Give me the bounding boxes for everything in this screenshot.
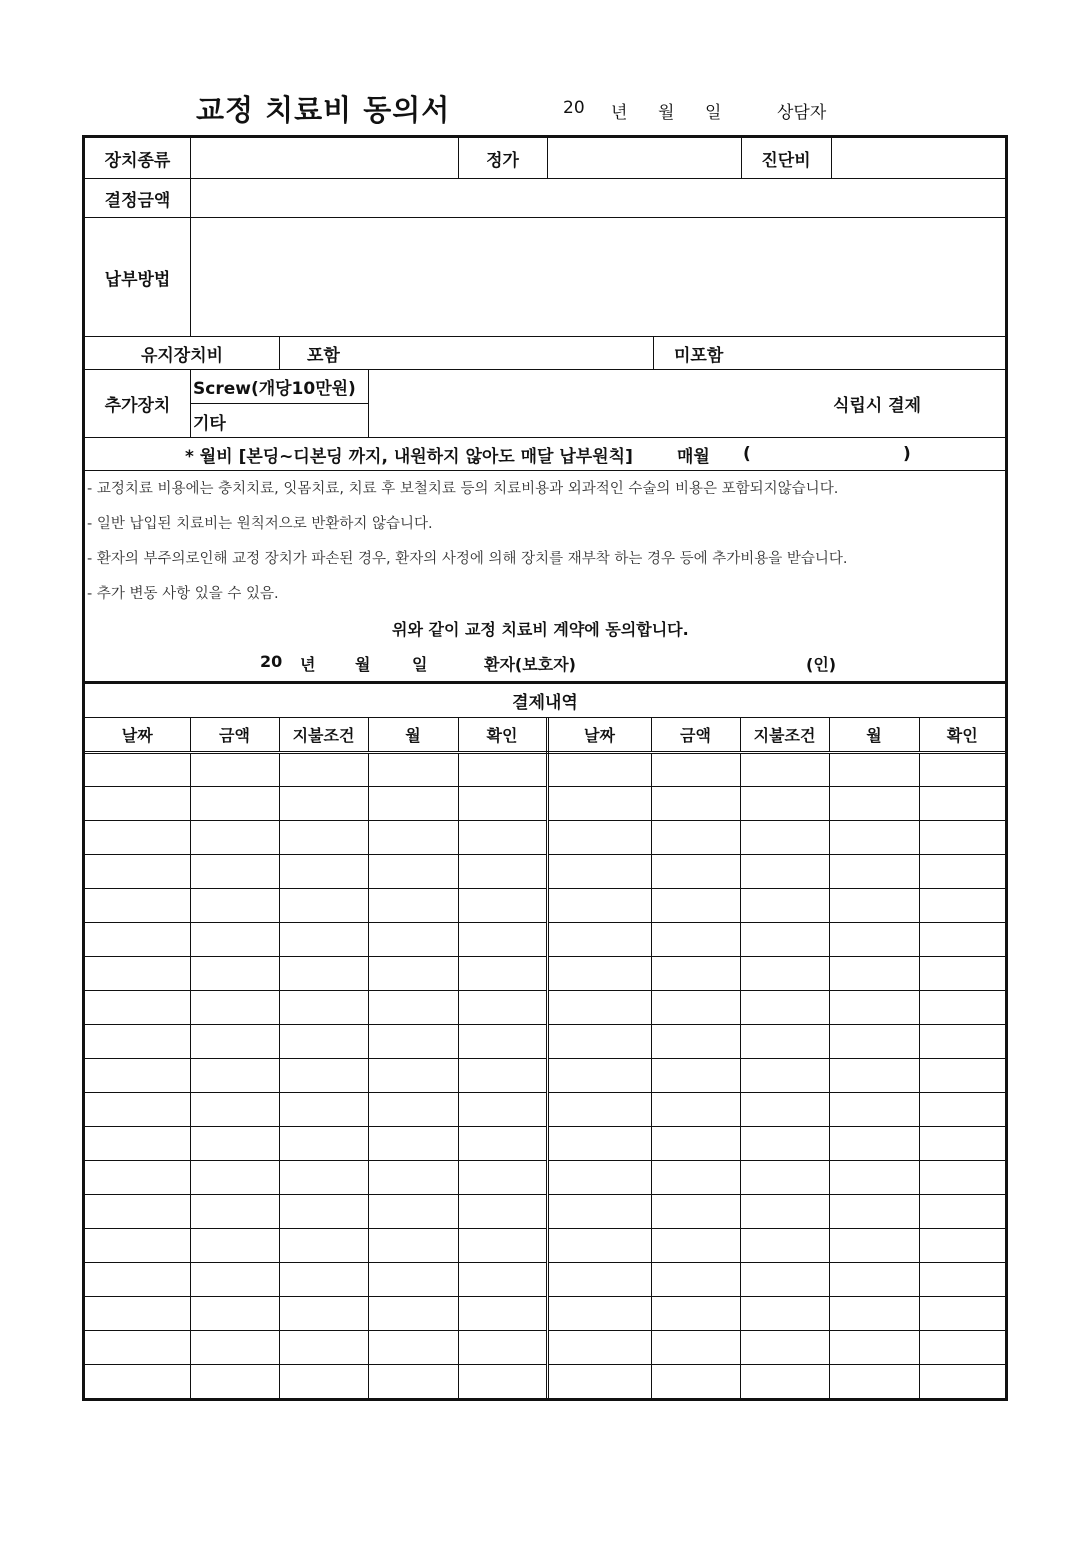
cell-date[interactable] (85, 1262, 190, 1296)
final-amount-label: 결정금액 (104, 190, 171, 211)
column-header-confirm: 확인 (919, 718, 1005, 752)
cell-confirm[interactable] (458, 1024, 547, 1058)
cell-month[interactable] (368, 888, 458, 922)
table-row (85, 1160, 1005, 1194)
cell-date[interactable] (85, 1160, 190, 1194)
table-row (85, 1024, 1005, 1058)
cell-date[interactable] (547, 922, 651, 956)
payment-history-header (85, 718, 1005, 752)
column-header-month: 월 (829, 718, 919, 752)
not-included-option[interactable]: 미포함 (674, 345, 724, 366)
cell-payment-terms[interactable] (279, 1296, 368, 1330)
counselor-label: 상담자 (777, 103, 827, 123)
cell-month[interactable] (368, 1262, 458, 1296)
cell-confirm[interactable] (458, 1228, 547, 1262)
column-header-confirm: 확인 (458, 718, 547, 752)
cell-payment-terms[interactable] (279, 752, 368, 786)
table-row (85, 956, 1005, 990)
cell-payment-terms[interactable] (740, 1262, 829, 1296)
cell-confirm[interactable] (458, 1364, 547, 1398)
cell-confirm[interactable] (458, 854, 547, 888)
column-header-date: 날짜 (547, 718, 651, 752)
date-day-unit: 일 (705, 103, 722, 123)
cell-payment-terms[interactable] (740, 752, 829, 786)
cell-amount[interactable] (651, 1296, 740, 1330)
cell-date[interactable] (85, 1364, 190, 1398)
table-row (85, 1126, 1005, 1160)
cell-date[interactable] (547, 820, 651, 854)
cell-payment-terms[interactable] (740, 820, 829, 854)
cell-month[interactable] (829, 1194, 919, 1228)
agreement-statement: 위와 같이 교정 치료비 계약에 동의합니다. (392, 620, 689, 639)
cell-month[interactable] (368, 956, 458, 990)
cell-payment-terms[interactable] (279, 1058, 368, 1092)
cell-confirm[interactable] (458, 1092, 547, 1126)
table-row (85, 786, 1005, 820)
payment-history-table (85, 718, 1005, 1398)
cell-month[interactable] (368, 820, 458, 854)
notes-section (85, 471, 1005, 684)
cell-month[interactable] (368, 1058, 458, 1092)
cell-month[interactable] (368, 1330, 458, 1364)
cell-payment-terms[interactable] (740, 1194, 829, 1228)
cell-amount[interactable] (651, 752, 740, 786)
document-title: 교정 치료비 동의서 (196, 93, 451, 127)
cell-payment-terms[interactable] (279, 922, 368, 956)
cell-amount[interactable] (651, 854, 740, 888)
cell-date[interactable] (85, 820, 190, 854)
table-row (85, 854, 1005, 888)
cell-confirm[interactable] (919, 1058, 1005, 1092)
cell-amount[interactable] (651, 956, 740, 990)
final-amount-row (85, 179, 1005, 218)
cell-confirm[interactable] (919, 922, 1005, 956)
cell-confirm[interactable] (919, 820, 1005, 854)
cell-date[interactable] (85, 990, 190, 1024)
payment-on-placement-label: 식립시 결제 (833, 396, 922, 416)
cell-month[interactable] (368, 1194, 458, 1228)
cell-amount[interactable] (190, 1296, 279, 1330)
column-header-date: 날짜 (85, 718, 190, 752)
cell-amount[interactable] (190, 1262, 279, 1296)
cell-payment-terms[interactable] (279, 956, 368, 990)
agreement-month-unit: 월 (355, 655, 371, 674)
cell-date[interactable] (547, 1228, 651, 1262)
included-option[interactable]: 포함 (307, 345, 340, 366)
cell-payment-terms[interactable] (740, 1024, 829, 1058)
cell-payment-terms[interactable] (740, 1160, 829, 1194)
cell-date[interactable] (547, 1296, 651, 1330)
cell-confirm[interactable] (919, 1262, 1005, 1296)
cell-date[interactable] (547, 990, 651, 1024)
device-type-field[interactable] (190, 138, 458, 178)
retainer-fee-row (85, 337, 1005, 370)
column-header-amount: 금액 (651, 718, 740, 752)
note-item: - 교정치료 비용에는 충치치료, 잇몸치료, 치료 후 보철치료 등의 치료비용과 외과적인 수술의 비용은 포함되지않습니다. (87, 481, 839, 497)
cell-date[interactable] (85, 854, 190, 888)
note-item: - 환자의 부주의로인해 교정 장치가 파손된 경우, 환자의 사정에 의해 장치를 재부착 하는 경우 등에 추가비용을 받습니다. (87, 551, 848, 567)
table-row (85, 990, 1005, 1024)
cell-amount[interactable] (651, 1126, 740, 1160)
other-label: 기타 (193, 413, 226, 434)
monthly-fee-text: * 월비 [본딩~디본딩 까지, 내원하지 않아도 매달 납부원칙] (185, 446, 633, 467)
cell-payment-terms[interactable] (740, 990, 829, 1024)
cell-payment-terms[interactable] (279, 1024, 368, 1058)
table-row (85, 1330, 1005, 1364)
cell-payment-terms[interactable] (279, 1364, 368, 1398)
cell-date[interactable] (85, 752, 190, 786)
cell-confirm[interactable] (458, 1194, 547, 1228)
cell-amount[interactable] (651, 888, 740, 922)
payment-history-title-row (85, 684, 1005, 718)
cell-date[interactable] (85, 1194, 190, 1228)
cell-payment-terms[interactable] (279, 1228, 368, 1262)
payment-method-label: 납부방법 (104, 269, 171, 290)
cell-month[interactable] (368, 1364, 458, 1398)
cell-month[interactable] (829, 1296, 919, 1330)
cell-amount[interactable] (651, 1228, 740, 1262)
cell-date[interactable] (547, 1126, 651, 1160)
table-row (85, 922, 1005, 956)
monthly-amount-field[interactable] (755, 438, 901, 470)
cell-payment-terms[interactable] (740, 854, 829, 888)
table-row (85, 1296, 1005, 1330)
cell-date[interactable] (85, 1024, 190, 1058)
cell-payment-terms[interactable] (279, 820, 368, 854)
cell-amount[interactable] (190, 1126, 279, 1160)
cell-date[interactable] (85, 888, 190, 922)
additional-device-label: 추가장치 (104, 396, 171, 416)
cell-confirm[interactable] (919, 752, 1005, 786)
cell-date[interactable] (85, 1126, 190, 1160)
agreement-year-unit: 년 (300, 655, 316, 674)
cell-date[interactable] (547, 1160, 651, 1194)
column-header-payment-terms: 지불조건 (740, 718, 829, 752)
cell-month[interactable] (829, 1364, 919, 1398)
cell-payment-terms[interactable] (279, 888, 368, 922)
cell-amount[interactable] (190, 1160, 279, 1194)
cell-payment-terms[interactable] (740, 1364, 829, 1398)
cell-amount[interactable] (190, 1330, 279, 1364)
table-row (85, 1262, 1005, 1296)
cell-month[interactable] (829, 922, 919, 956)
payment-history-title: 결제내역 (512, 693, 578, 713)
cell-confirm[interactable] (919, 1194, 1005, 1228)
cell-amount[interactable] (651, 1194, 740, 1228)
patient-label: 환자(보호자) (484, 655, 576, 674)
cell-month[interactable] (368, 1024, 458, 1058)
retainer-fee-label: 유지장치비 (140, 345, 224, 366)
cell-date[interactable] (547, 786, 651, 820)
cell-month[interactable] (829, 1228, 919, 1262)
cell-payment-terms[interactable] (740, 956, 829, 990)
cell-payment-terms[interactable] (279, 1160, 368, 1194)
cell-month[interactable] (829, 1262, 919, 1296)
cell-payment-terms[interactable] (279, 1092, 368, 1126)
cell-confirm[interactable] (458, 752, 547, 786)
date-month-unit: 월 (658, 103, 675, 123)
cell-amount[interactable] (651, 1024, 740, 1058)
table-row (85, 888, 1005, 922)
cell-payment-terms[interactable] (279, 1194, 368, 1228)
payment-method-row (85, 218, 1005, 337)
cell-payment-terms[interactable] (740, 1092, 829, 1126)
table-row (85, 1058, 1005, 1092)
cell-confirm[interactable] (919, 1024, 1005, 1058)
cell-month[interactable] (368, 990, 458, 1024)
cell-date[interactable] (547, 1024, 651, 1058)
cell-confirm[interactable] (458, 820, 547, 854)
cell-confirm[interactable] (919, 956, 1005, 990)
cell-payment-terms[interactable] (279, 1330, 368, 1364)
cell-month[interactable] (368, 854, 458, 888)
seal-label: (인) (806, 655, 837, 674)
table-row (85, 1228, 1005, 1262)
cell-confirm[interactable] (919, 1296, 1005, 1330)
cell-confirm[interactable] (458, 1296, 547, 1330)
cell-date[interactable] (85, 1330, 190, 1364)
cell-amount[interactable] (190, 820, 279, 854)
cell-month[interactable] (368, 1160, 458, 1194)
table-row (85, 1194, 1005, 1228)
cell-confirm[interactable] (919, 1126, 1005, 1160)
cell-date[interactable] (547, 888, 651, 922)
cell-month[interactable] (368, 1126, 458, 1160)
cell-confirm[interactable] (919, 786, 1005, 820)
screw-label: Screw(개당10만원) (193, 379, 356, 399)
column-header-payment-terms: 지불조건 (279, 718, 368, 752)
cell-amount[interactable] (190, 1024, 279, 1058)
cell-month[interactable] (368, 1092, 458, 1126)
cell-confirm[interactable] (458, 956, 547, 990)
cell-payment-terms[interactable] (740, 1330, 829, 1364)
cell-amount[interactable] (651, 990, 740, 1024)
cell-confirm[interactable] (919, 1228, 1005, 1262)
cell-confirm[interactable] (458, 1262, 547, 1296)
column-header-amount: 금액 (190, 718, 279, 752)
cell-month[interactable] (829, 990, 919, 1024)
cell-confirm[interactable] (458, 922, 547, 956)
cell-date[interactable] (547, 1058, 651, 1092)
cell-amount[interactable] (190, 1228, 279, 1262)
cell-amount[interactable] (651, 1058, 740, 1092)
cell-payment-terms[interactable] (740, 888, 829, 922)
cell-payment-terms[interactable] (740, 1058, 829, 1092)
consent-form (82, 135, 1008, 1401)
diagnosis-fee-field[interactable] (831, 138, 1005, 178)
cell-date[interactable] (85, 922, 190, 956)
cell-confirm[interactable] (458, 990, 547, 1024)
cell-date[interactable] (547, 1194, 651, 1228)
cell-month[interactable] (829, 820, 919, 854)
cell-date[interactable] (85, 1296, 190, 1330)
table-row (85, 1092, 1005, 1126)
cell-amount[interactable] (190, 888, 279, 922)
cell-payment-terms[interactable] (740, 922, 829, 956)
device-type-label: 장치종류 (104, 150, 171, 171)
cell-payment-terms[interactable] (279, 1126, 368, 1160)
cell-month[interactable] (829, 1024, 919, 1058)
paren-open: ( (743, 444, 751, 464)
cell-date[interactable] (85, 1058, 190, 1092)
cell-date[interactable] (547, 1262, 651, 1296)
cell-month[interactable] (829, 1058, 919, 1092)
cell-confirm[interactable] (458, 1126, 547, 1160)
cell-amount[interactable] (190, 1092, 279, 1126)
cell-confirm[interactable] (919, 990, 1005, 1024)
cell-confirm[interactable] (458, 786, 547, 820)
cell-amount[interactable] (651, 1160, 740, 1194)
cell-amount[interactable] (190, 922, 279, 956)
cell-date[interactable] (547, 956, 651, 990)
cell-confirm[interactable] (458, 1330, 547, 1364)
monthly-fee-row (85, 438, 1005, 471)
final-amount-field[interactable] (190, 179, 1005, 217)
cell-month[interactable] (368, 922, 458, 956)
cell-month[interactable] (829, 888, 919, 922)
cell-amount[interactable] (190, 990, 279, 1024)
cell-payment-terms[interactable] (279, 786, 368, 820)
cell-payment-terms[interactable] (279, 990, 368, 1024)
cell-amount[interactable] (190, 1058, 279, 1092)
cell-month[interactable] (829, 854, 919, 888)
cell-confirm[interactable] (919, 1364, 1005, 1398)
cell-month[interactable] (829, 1330, 919, 1364)
cell-month[interactable] (829, 786, 919, 820)
cell-amount[interactable] (651, 1262, 740, 1296)
cell-month[interactable] (829, 1126, 919, 1160)
cell-amount[interactable] (190, 1364, 279, 1398)
cell-date[interactable] (85, 1092, 190, 1126)
additional-device-row (85, 370, 1005, 438)
agreement-day-unit: 일 (412, 655, 428, 674)
cell-confirm[interactable] (458, 1058, 547, 1092)
cell-date[interactable] (547, 1092, 651, 1126)
cell-confirm[interactable] (919, 854, 1005, 888)
cell-month[interactable] (829, 956, 919, 990)
cell-month[interactable] (829, 1092, 919, 1126)
cell-payment-terms[interactable] (740, 1228, 829, 1262)
cell-payment-terms[interactable] (740, 1126, 829, 1160)
cell-date[interactable] (547, 1330, 651, 1364)
list-price-field[interactable] (547, 138, 741, 178)
list-price-label: 정가 (486, 150, 519, 171)
cell-confirm[interactable] (458, 888, 547, 922)
cell-date[interactable] (85, 786, 190, 820)
cell-amount[interactable] (190, 854, 279, 888)
cell-amount[interactable] (651, 786, 740, 820)
cell-date[interactable] (547, 752, 651, 786)
cell-confirm[interactable] (919, 1160, 1005, 1194)
cell-amount[interactable] (651, 820, 740, 854)
agreement-year: 20 (260, 652, 283, 671)
cell-month[interactable] (829, 752, 919, 786)
cell-confirm[interactable] (919, 888, 1005, 922)
cell-confirm[interactable] (458, 1160, 547, 1194)
cell-payment-terms[interactable] (279, 1262, 368, 1296)
cell-payment-terms[interactable] (740, 1296, 829, 1330)
note-item: - 추가 변동 사항 있을 수 있음. (87, 586, 279, 602)
cell-amount[interactable] (190, 1194, 279, 1228)
cell-amount[interactable] (651, 1330, 740, 1364)
table-row (85, 752, 1005, 786)
cell-payment-terms[interactable] (279, 854, 368, 888)
cell-date[interactable] (547, 1364, 651, 1398)
cell-confirm[interactable] (919, 1330, 1005, 1364)
note-item: - 일반 납입된 치료비는 원칙저으로 반환하지 않습니다. (87, 516, 433, 532)
cell-amount[interactable] (190, 752, 279, 786)
cell-date[interactable] (85, 956, 190, 990)
cell-month[interactable] (368, 786, 458, 820)
cell-amount[interactable] (651, 1092, 740, 1126)
cell-amount[interactable] (190, 786, 279, 820)
cell-date[interactable] (547, 854, 651, 888)
cell-amount[interactable] (651, 922, 740, 956)
cell-month[interactable] (368, 752, 458, 786)
diagnosis-fee-label: 진단비 (761, 150, 811, 171)
date-year-unit: 년 (611, 103, 628, 123)
cell-month[interactable] (829, 1160, 919, 1194)
cell-month[interactable] (368, 1228, 458, 1262)
cell-payment-terms[interactable] (740, 786, 829, 820)
monthly-label: 매월 (677, 446, 710, 467)
payment-method-field[interactable] (190, 218, 1005, 336)
paren-close: ) (903, 444, 911, 464)
table-row (85, 820, 1005, 854)
table-row (85, 1364, 1005, 1398)
date-year: 20 (563, 98, 585, 118)
column-header-month: 월 (368, 718, 458, 752)
cell-amount[interactable] (190, 956, 279, 990)
cell-amount[interactable] (651, 1364, 740, 1398)
cell-month[interactable] (368, 1296, 458, 1330)
device-row (85, 138, 1005, 179)
cell-confirm[interactable] (919, 1092, 1005, 1126)
cell-date[interactable] (85, 1228, 190, 1262)
